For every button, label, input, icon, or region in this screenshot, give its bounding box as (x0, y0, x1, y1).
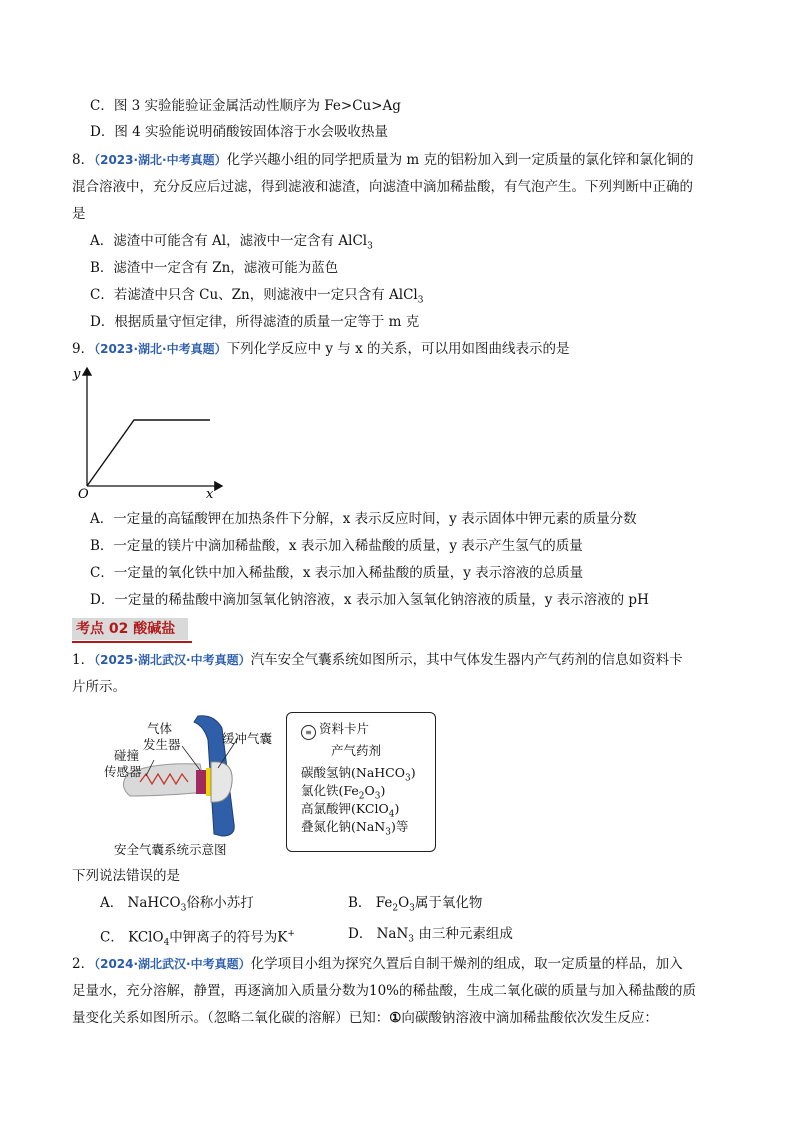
s1-stem-line2: 片所示。 (72, 679, 126, 695)
s1-option-a-sub: 3 (180, 903, 187, 914)
s2-stem3: 量变化关系如图所示。（忽略二氧化碳的溶解）已知： (72, 1010, 390, 1026)
q8-option-c-sub: 3 (417, 295, 424, 306)
card-item-4-sub: 3 (385, 827, 391, 838)
fig-label-gas: 气体 (147, 721, 173, 736)
q9-stem (72, 339, 570, 359)
card-item-4-end: )等 (390, 819, 409, 834)
info-card (286, 712, 436, 852)
s1-option-b-sub1: 2 (392, 903, 399, 914)
card-title-row (301, 721, 369, 740)
q9-stem-text: 下列化学反应中 y 与 x 的关系，可以用如图曲线表示的是 (226, 341, 570, 357)
s1-option-d-end: 由三种元素组成 (414, 926, 513, 942)
q7-option-d: D．图 4 实验能说明硝酸铵固体溶于水会吸收热量 (90, 124, 388, 140)
s1-option-d-text: D． NaN (348, 926, 409, 942)
card-item-2-text: 氯化铁(Fe (301, 783, 359, 798)
s1-option-a-end: 俗称小苏打 (186, 895, 254, 911)
card-item-2-mid: O (364, 783, 375, 798)
x-axis-label: x (206, 487, 214, 502)
card-item-3-sub: 4 (388, 809, 395, 820)
s1-source: （2025·湖北武汉·中考真题） (94, 653, 251, 667)
card-title: 资料卡片 (319, 721, 370, 736)
q8-stem-line3: 是 (72, 206, 86, 222)
s2-circled-number: ① (389, 1010, 402, 1026)
document-icon: ≡ (301, 725, 316, 740)
q8-option-a-sub: 3 (367, 241, 373, 252)
gas-generator-yellow (206, 768, 211, 796)
q8-stem1: 化学兴趣小组的同学把质量为 m 克的铝粉加入到一定质量的氯化锌和氯化铜的 (226, 152, 694, 168)
fig-label-generator: 发生器 (143, 737, 181, 752)
q8-stem-line1 (72, 150, 694, 170)
s2-source: （2024·湖北武汉·中考真题） (94, 957, 251, 971)
y-axis-label: y (73, 367, 81, 382)
s1-option-c-sub: 4 (163, 938, 170, 949)
s1-option-b-mid: O (398, 895, 410, 911)
s1-prompt: 下列说法错误的是 (72, 868, 180, 884)
q7-option-c: C．图 3 实验能验证金属活动性顺序为 Fe>Cu>Ag (90, 98, 401, 114)
gas-generator-shape (196, 770, 206, 794)
section-underline (72, 641, 192, 643)
s1-option-c (100, 924, 295, 953)
card-item-3-text: 高氯酸钾(KClO (301, 801, 389, 816)
graph-curve (87, 420, 210, 486)
s1-stem-line1 (72, 650, 683, 670)
q9-option-c: C．一定量的氧化铁中加入稀盐酸，x 表示加入稀盐酸的质量，y 表示溶液的总质量 (90, 565, 584, 581)
q8-option-a (90, 231, 373, 257)
s1-option-d (348, 924, 513, 950)
q8-number: 8． (72, 152, 95, 168)
card-item-2: 氯化铁$(Fe_2O_3)$ (301, 783, 386, 802)
fig-caption: 安全气囊系统示意图 (114, 842, 227, 857)
card-item-4-text: 叠氮化钠(NaN (301, 819, 386, 834)
s2-stem-line1 (72, 954, 683, 974)
fig-label-collide: 碰撞 (114, 748, 140, 763)
s2-stem-line2: 足量水，充分溶解，静置，再逐滴加入质量分数为10%的稀盐酸，生成二氧化碳的质量与加入稀盐酸的质 (72, 983, 697, 999)
s1-stem1: 汽车安全气囊系统如图所示，其中气体发生器内产气药剂的信息如资料卡 (250, 652, 683, 668)
s1-option-c-sup: + (287, 929, 295, 939)
s1-option-d-sub: 3 (408, 934, 415, 945)
s2-stem-line3 (72, 1008, 658, 1028)
q9-source: （2023·湖北·中考真题） (94, 342, 227, 356)
q9-number: 9． (72, 341, 95, 357)
s2-stem1: 化学项目小组为探究久置后自制干燥剂的组成，取一定质量的样品，加入 (250, 956, 683, 972)
s1-option-b-end: 属于氧化物 (414, 895, 483, 911)
card-item-1: 碳酸氢钠(NaHCO$_3$) (301, 765, 416, 784)
s1-option-c-text: C． KClO (100, 929, 164, 946)
q9-option-d: D．一定量的稀盐酸中滴加氢氧化钠溶液，x 表示加入氢氧化钠溶液的质量，y 表示溶液的 pH (90, 592, 649, 608)
origin-label: O (78, 487, 89, 502)
card-item-3: 高氯酸钾(KClO$_4$) (301, 801, 400, 820)
s2-stem3-end: 向碳酸钠溶液中滴加稀盐酸依次发生反应： (401, 1010, 658, 1026)
section-heading: 考点 02 酸碱盐 (72, 618, 188, 640)
card-item-4 (301, 819, 408, 841)
s1-option-b (348, 893, 482, 919)
fig-label-buffer: 缓冲气囊 (222, 731, 273, 746)
s1-option-a-text: A． NaHCO (100, 895, 181, 911)
q8-option-c (90, 285, 423, 311)
card-item-2-sub2: 3 (374, 791, 381, 802)
s1-option-a (100, 893, 254, 919)
s1-option-b-sub2: 3 (409, 903, 415, 914)
s1-option-c-mid: 中钾离子的符号为K (169, 929, 288, 946)
s1-option-b-text: B． Fe (348, 895, 393, 911)
q8-stem-line2: 混合溶液中，充分反应后过滤，得到滤液和滤渣，向滤渣中滴加稀盐酸，有气泡产生。下列判断中正确的 (72, 179, 693, 195)
q8-source: （2023·湖北·中考真题） (94, 153, 227, 167)
s2-number: 2． (72, 956, 95, 972)
fig-label-sensor: 传感器 (104, 764, 142, 779)
s1-number: 1． (72, 652, 95, 668)
card-item-1-sub: 3 (404, 773, 411, 784)
q8-option-d: D．根据质量守恒定律，所得滤渣的质量一定等于 m 克 (90, 314, 420, 330)
q8-option-c-text: C．若滤渣中只含 Cu、Zn，则滤液中一定只含有 AlCl (90, 287, 418, 303)
q8-option-b: B．滤渣中一定含有 Zn，滤液可能为蓝色 (90, 260, 339, 276)
q8-option-a-text: A．滤渣中可能含有 Al，滤液中一定含有 AlCl (90, 233, 368, 249)
card-item-1-text: 碳酸氢钠(NaHCO (301, 765, 405, 780)
card-subtitle: 产气药剂 (331, 743, 382, 758)
q9-graph (70, 362, 230, 502)
q9-option-b: B．一定量的镁片中滴加稀盐酸，x 表示加入稀盐酸的质量，y 表示产生氢气的质量 (90, 538, 583, 554)
card-item-2-sub1: 2 (358, 791, 365, 802)
q9-option-a: A．一定量的高锰酸钾在加热条件下分解，x 表示反应时间，y 表示固体中钾元素的质量分数 (90, 511, 637, 527)
